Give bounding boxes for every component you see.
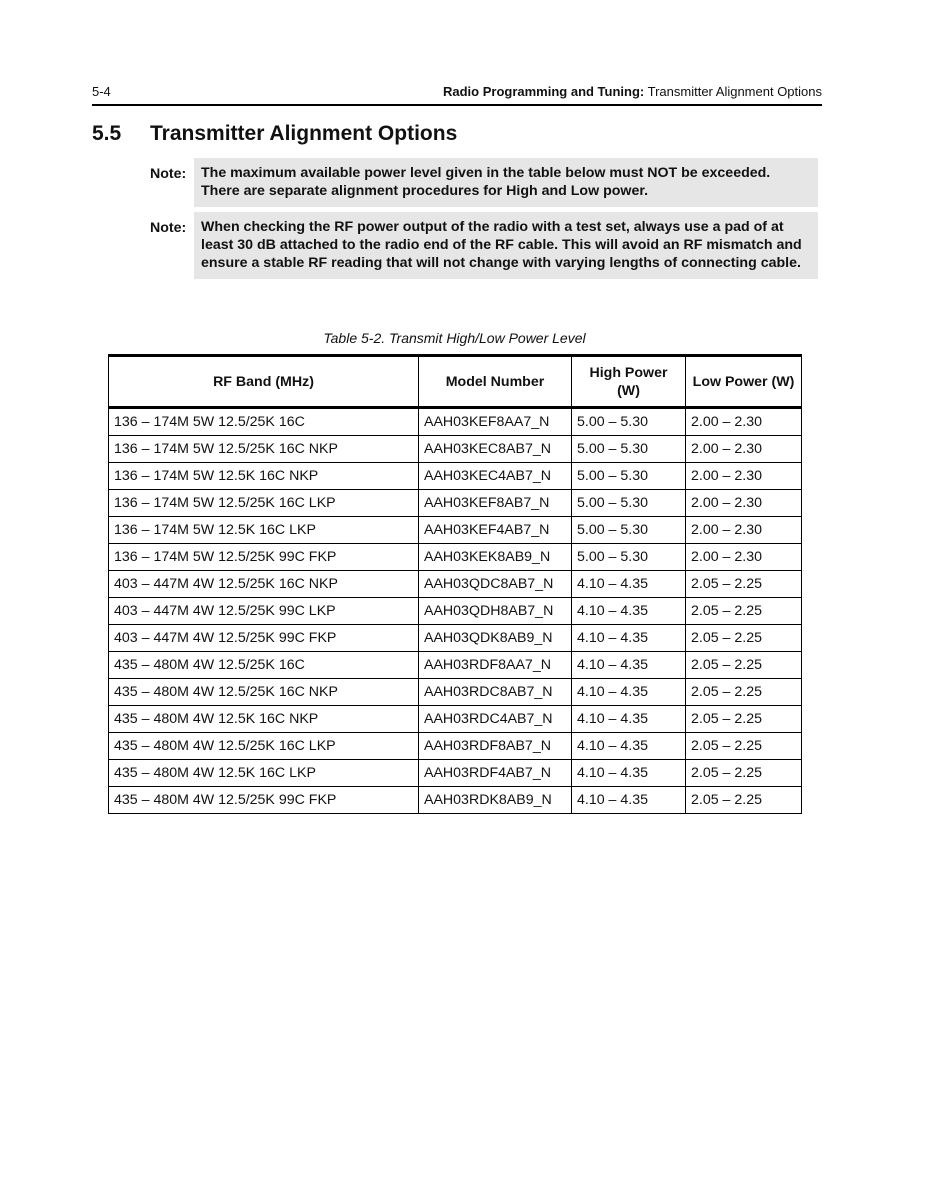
table-row [109,517,802,544]
cell-model-number: AAH03KEF8AA7_N [419,408,572,436]
table-row [109,787,802,814]
cell-low-power: 2.00 – 2.30 [686,408,802,436]
cell-high-power: 4.10 – 4.35 [572,787,686,814]
running-header [92,82,822,106]
table-row [109,571,802,598]
section-title: Transmitter Alignment Options [150,122,458,145]
table-row [109,490,802,517]
cell-rf-band: 136 – 174M 5W 12.5K 16C NKP [109,463,419,490]
table-row [109,679,802,706]
note-label: Note: [150,220,187,236]
note-label: Note: [150,166,187,182]
table-caption: Table 5-2. Transmit High/Low Power Level [323,330,586,346]
chapter-title-bold: Radio Programming and Tuning: [442,84,645,99]
table-row [109,652,802,679]
cell-model-number: AAH03KEC8AB7_N [419,436,572,463]
cell-model-number: AAH03RDF8AA7_N [419,652,572,679]
table-row [109,760,802,787]
table-row [109,706,802,733]
cell-high-power: 5.00 – 5.30 [572,436,686,463]
cell-model-number: AAH03RDF4AB7_N [419,760,572,787]
note-text: When checking the RF power output of the radio with a test set, always use a pad of at least 30 dB attached to the radio end of the RF cable. This will avoid an RF mismatch and ensure a stable RF reading that will not change with varying lengths of connecting cable. [194,212,818,279]
cell-high-power: 4.10 – 4.35 [572,598,686,625]
cell-model-number: AAH03QDC8AB7_N [419,571,572,598]
cell-rf-band: 435 – 480M 4W 12.5K 16C NKP [109,706,419,733]
cell-model-number: AAH03KEF8AB7_N [419,490,572,517]
table-body [109,408,802,814]
table-row [109,625,802,652]
cell-high-power: 5.00 – 5.30 [572,517,686,544]
cell-high-power: 5.00 – 5.30 [572,408,686,436]
page-number: 5-4 [92,84,111,99]
cell-low-power: 2.05 – 2.25 [686,598,802,625]
cell-low-power: 2.05 – 2.25 [686,760,802,787]
cell-high-power: 4.10 – 4.35 [572,652,686,679]
cell-high-power: 4.10 – 4.35 [572,679,686,706]
cell-high-power: 5.00 – 5.30 [572,463,686,490]
cell-rf-band: 435 – 480M 4W 12.5/25K 99C FKP [109,787,419,814]
header-high-power: High Power (W) [572,356,686,408]
note-text: The maximum available power level given in the table below must NOT be exceeded. There are separate alignment procedures for High and Low power. [194,158,818,207]
cell-low-power: 2.05 – 2.25 [686,733,802,760]
table-row [109,544,802,571]
cell-model-number: AAH03RDC4AB7_N [419,706,572,733]
cell-rf-band: 136 – 174M 5W 12.5/25K 16C NKP [109,436,419,463]
section-heading [92,122,457,146]
cell-rf-band: 136 – 174M 5W 12.5/25K 16C LKP [109,490,419,517]
table-header-row [109,356,802,408]
cell-model-number: AAH03KEF4AB7_N [419,517,572,544]
table-row [109,598,802,625]
note-rf-pad [150,212,818,299]
table-row [109,436,802,463]
cell-low-power: 2.05 – 2.25 [686,625,802,652]
cell-model-number: AAH03RDK8AB9_N [419,787,572,814]
note-max-power [150,158,818,208]
cell-rf-band: 435 – 480M 4W 12.5K 16C LKP [109,760,419,787]
cell-low-power: 2.05 – 2.25 [686,706,802,733]
cell-high-power: 4.10 – 4.35 [572,733,686,760]
cell-low-power: 2.00 – 2.30 [686,463,802,490]
cell-model-number: AAH03QDK8AB9_N [419,625,572,652]
cell-rf-band: 403 – 447M 4W 12.5/25K 16C NKP [109,571,419,598]
cell-low-power: 2.05 – 2.25 [686,571,802,598]
cell-high-power: 4.10 – 4.35 [572,625,686,652]
cell-high-power: 4.10 – 4.35 [572,571,686,598]
table-row [109,463,802,490]
cell-rf-band: 136 – 174M 5W 12.5/25K 99C FKP [109,544,419,571]
cell-model-number: AAH03RDC8AB7_N [419,679,572,706]
cell-high-power: 4.10 – 4.35 [572,706,686,733]
cell-low-power: 2.00 – 2.30 [686,490,802,517]
cell-low-power: 2.05 – 2.25 [686,652,802,679]
cell-high-power: 5.00 – 5.30 [572,490,686,517]
cell-rf-band: 136 – 174M 5W 12.5/25K 16C [109,408,419,436]
cell-rf-band: 435 – 480M 4W 12.5/25K 16C LKP [109,733,419,760]
table-row [109,733,802,760]
header-low-power: Low Power (W) [686,356,802,408]
cell-model-number: AAH03RDF8AB7_N [419,733,572,760]
section-number: 5.5 [92,122,122,145]
cell-model-number: AAH03KEK8AB9_N [419,544,572,571]
cell-high-power: 5.00 – 5.30 [572,544,686,571]
header-rf-band: RF Band (MHz) [109,356,419,408]
chapter-title-rest: Transmitter Alignment Options [644,84,822,99]
cell-rf-band: 435 – 480M 4W 12.5/25K 16C NKP [109,679,419,706]
cell-rf-band: 403 – 447M 4W 12.5/25K 99C FKP [109,625,419,652]
cell-model-number: AAH03KEC4AB7_N [419,463,572,490]
header-model-number: Model Number [419,356,572,408]
cell-low-power: 2.00 – 2.30 [686,436,802,463]
cell-rf-band: 435 – 480M 4W 12.5/25K 16C [109,652,419,679]
cell-model-number: AAH03QDH8AB7_N [419,598,572,625]
cell-low-power: 2.00 – 2.30 [686,517,802,544]
cell-high-power: 4.10 – 4.35 [572,760,686,787]
cell-low-power: 2.00 – 2.30 [686,544,802,571]
cell-low-power: 2.05 – 2.25 [686,787,802,814]
cell-rf-band: 403 – 447M 4W 12.5/25K 99C LKP [109,598,419,625]
power-level-table [108,354,802,814]
cell-rf-band: 136 – 174M 5W 12.5K 16C LKP [109,517,419,544]
table-row [109,408,802,436]
cell-low-power: 2.05 – 2.25 [686,679,802,706]
running-header-title [443,84,822,99]
